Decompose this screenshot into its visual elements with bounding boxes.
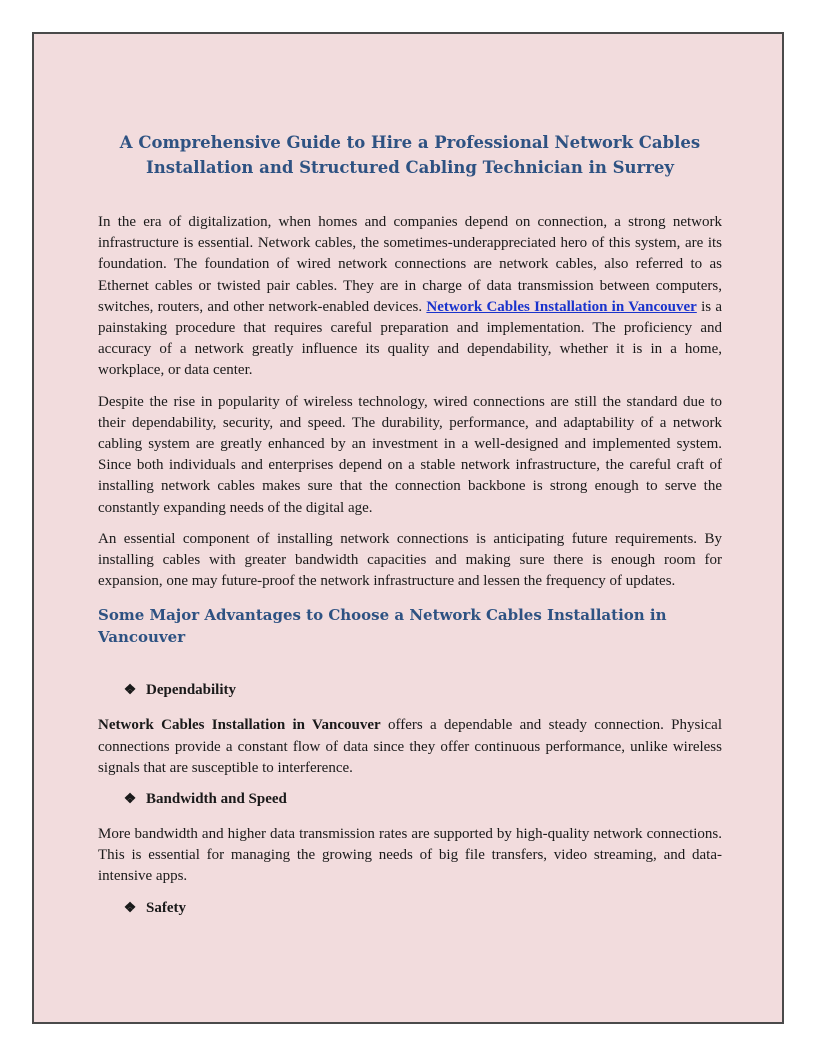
intro-text: In the era of digitalization, when homes and companies depend on connection, a strong network infrastructure is essential. Network cables, the sometimes-underappreciated hero of this system, are its foundation. The foundation of wired network connections are network cables, also referred to as Ethernet cables or twisted pair cables. They are in charge of data transmission between computers, switches, routers, and other network-enabled devices. — [98, 214, 722, 315]
advantages-heading: Some Major Advantages to Choose a Network Cables Installation in Vancouver — [98, 606, 667, 647]
diamond-bullet-icon: ❖ — [123, 900, 137, 916]
wired-vs-wireless-paragraph: Despite the rise in popularity of wireless technology, wired connections are still the standard due to their dependability, security, and speed. The durability, performance, and adaptability of a network cabling system are greatly enhanced by an investment in a well-designed and implemented system. Since both individuals and enterprises depend on a stable network infrastructure, the careful craft of installing network cables makes sure that the connection backbone is strong enough to serve the constantly expanding needs of the digital age. — [98, 393, 722, 516]
intro-paragraph — [98, 212, 722, 382]
diamond-bullet-icon: ❖ — [123, 683, 137, 699]
diamond-bullet-icon: ❖ — [123, 792, 137, 808]
bullet-dependability — [122, 680, 722, 701]
intro-text-continued: is a painstaking procedure that requires careful preparation and implementation. The proficiency and accuracy of a network greatly influence its quality and dependability, whether it is in a home, workplace, or data center. — [98, 298, 723, 379]
bullet-bandwidth-speed — [122, 789, 722, 810]
dependability-paragraph — [98, 715, 722, 779]
bullet-heading: Dependability — [146, 682, 237, 699]
bullet-safety — [122, 898, 722, 919]
bullet-heading: Bandwidth and Speed — [146, 791, 287, 808]
network-cables-link[interactable]: Network Cables Installation in Vancouver — [426, 298, 697, 315]
dependability-text: offers a dependable and steady connection. Physical connections provide a constant flow of data since they offer continuous performance, unlike wireless signals that are susceptible to interference. — [98, 717, 722, 776]
title-line-1: A Comprehensive Guide to Hire a Professional Network Cables — [119, 133, 701, 152]
bullet-heading: Safety — [146, 899, 186, 916]
document-page — [32, 32, 784, 1024]
document-content — [98, 130, 722, 933]
dependability-lead: Network Cables Installation in Vancouver — [98, 717, 381, 734]
bandwidth-paragraph: More bandwidth and higher data transmission rates are supported by high-quality network connections. This is essential for managing the growing needs of big file transfers, video streaming, and data-intensive apps. — [98, 826, 722, 885]
title-line-2: Installation and Structured Cabling Technician in Surrey — [145, 158, 675, 177]
page-title — [98, 130, 722, 180]
future-requirements-paragraph: An essential component of installing network connections is anticipating future requirements. By installing cables with greater bandwidth capacities and making sure there is enough room for expansion, one may future-proof the network infrastructure and lessen the frequency of updates. — [98, 530, 722, 590]
